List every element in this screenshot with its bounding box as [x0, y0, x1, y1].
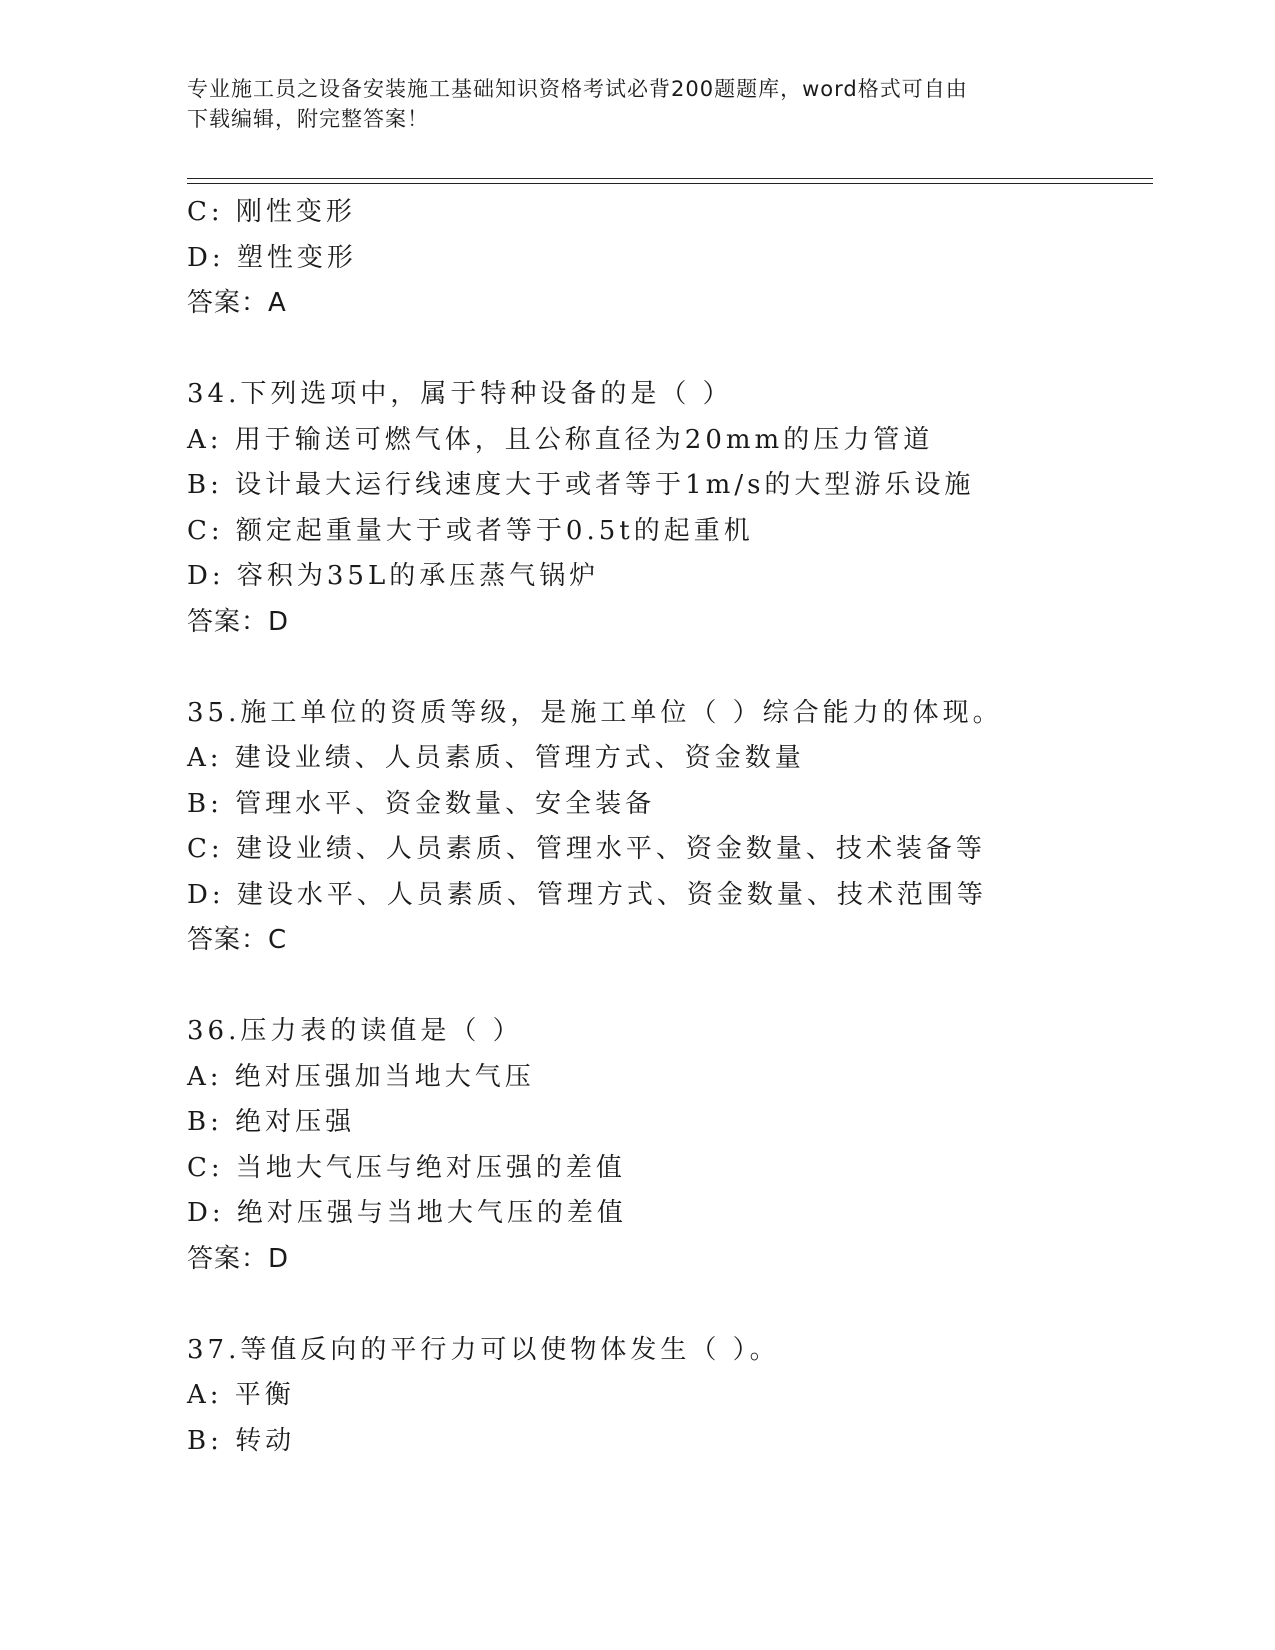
question-content [187, 190, 1167, 1464]
option-c: C: 刚性变形 [187, 197, 356, 227]
answer: 答案：A [187, 288, 287, 318]
option-a: A: 绝对压强加当地大气压 [187, 1061, 535, 1092]
option-b: B: 设计最大运行线速度大于或者等于1m/s的大型游乐设施 [187, 470, 975, 500]
option-b: B: 绝对压强 [187, 1107, 356, 1137]
header-divider-top [187, 178, 1153, 179]
option-a: A: 建设业绩、人员素质、管理方式、资金数量 [187, 743, 805, 773]
option-b: B: 管理水平、资金数量、安全装备 [187, 788, 656, 819]
option-a: A: 平衡 [187, 1380, 295, 1410]
option-d: D: 建设水平、人员素质、管理方式、资金数量、技术范围等 [187, 879, 987, 910]
option-a: A: 用于输送可燃气体，且公称直径为20mm的压力管道 [187, 424, 934, 455]
spacer [187, 327, 1167, 373]
option-d: D: 绝对压强与当地大气压的差值 [187, 1198, 627, 1228]
header-divider-bottom [187, 183, 1153, 184]
option-c: C: 当地大气压与绝对压强的差值 [187, 1152, 626, 1183]
option-d: D: 塑性变形 [187, 242, 357, 273]
option-c: C: 建设业绩、人员素质、管理水平、资金数量、技术装备等 [187, 834, 986, 864]
spacer [187, 645, 1167, 691]
answer: 答案：D [187, 606, 290, 637]
option-d: D: 容积为35L的承压蒸气锅炉 [187, 561, 600, 591]
answer: 答案：C [187, 925, 288, 955]
option-b: B: 转动 [187, 1425, 296, 1456]
spacer [187, 964, 1167, 1010]
header-line-2: 下载编辑，附完整答案！ [187, 107, 429, 131]
question-stem: 36.压力表的读值是（ ） [187, 1016, 523, 1046]
question-stem: 34.下列选项中，属于特种设备的是（ ） [187, 379, 733, 409]
option-c: C: 额定起重量大于或者等于0.5t的起重机 [187, 515, 754, 546]
document-header [187, 74, 1067, 134]
question-stem: 35.施工单位的资质等级，是施工单位（ ）综合能力的体现。 [187, 697, 1003, 728]
question-stem: 37.等值反向的平行力可以使物体发生（ ）。 [187, 1334, 780, 1365]
header-line-1: 专业施工员之设备安装施工基础知识资格考试必背200题题库，word格式可自由 [187, 77, 968, 101]
answer: 答案：D [187, 1243, 290, 1274]
spacer [187, 1282, 1167, 1328]
